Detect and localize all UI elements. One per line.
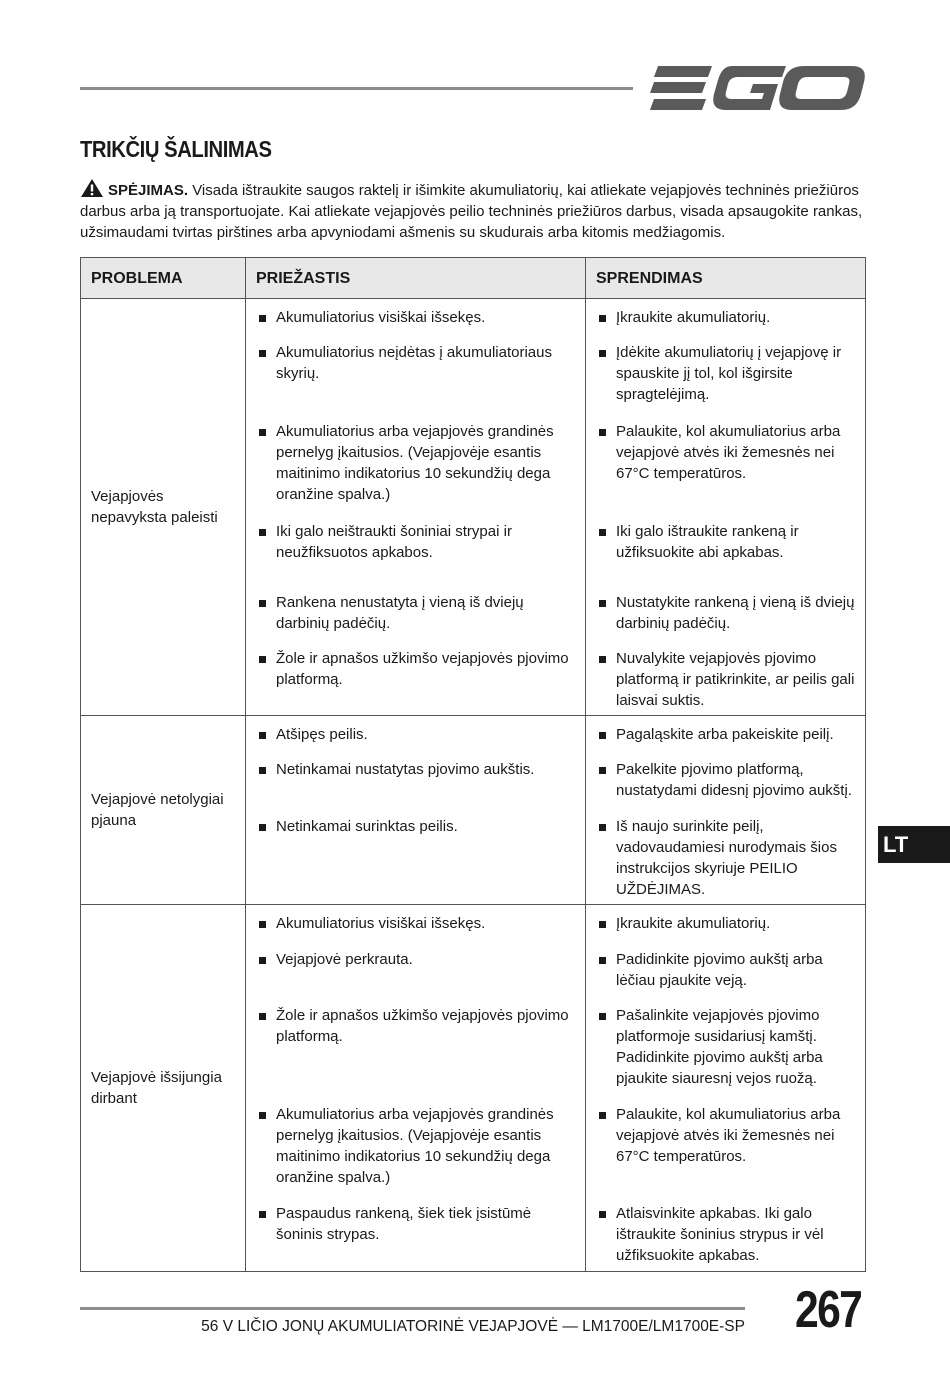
warning-paragraph xyxy=(80,178,870,243)
solution-item: Atlaisvinkite apkabas. Iki galo ištraukite šoninius strypus ir vėl užfiksuokite apkabas. xyxy=(596,1203,855,1267)
footer-rule xyxy=(80,1307,745,1310)
header-solution: SPRENDIMAS xyxy=(586,258,866,299)
cause-item: Akumuliatorius visiškai išsekęs. xyxy=(256,307,575,342)
cause-cell xyxy=(246,905,586,1272)
solution-item: Pašalinkite vejapjovės pjovimo platformoje susidariusį kamštį. Padidinkite pjovimo aukštį arba pjaukite siauresnį vejos ruožą. xyxy=(596,1005,855,1104)
cause-cell xyxy=(246,299,586,716)
cause-item: Akumuliatorius neįdėtas į akumuliatoriaus skyrių. xyxy=(256,342,575,421)
page-title: TRIKČIŲ ŠALINIMAS xyxy=(80,136,272,162)
cause-item: Paspaudus rankeną, šiek tiek įsistūmė šoninis strypas. xyxy=(256,1203,575,1267)
page-number: 267 xyxy=(795,1281,862,1339)
solution-item: Palaukite, kol akumuliatorius arba vejapjovė atvės iki žemesnės nei 67°C temperatūros. xyxy=(596,421,855,521)
footer-title: 56 V LIČIO JONŲ AKUMULIATORINĖ VEJAPJOVĖ — LM1700E/LM1700E-SP xyxy=(201,1318,745,1335)
problem-cell: Vejapjovės nepavyksta paleisti xyxy=(81,299,246,716)
warning-label: SPĖJIMAS. xyxy=(108,182,189,199)
solution-item: Nustatykite rankeną į vieną iš dviejų darbinių padėčių. xyxy=(596,592,855,648)
cause-item: Akumuliatorius arba vejapjovės grandinės pernelyg įkaitusios. (Vejapjovėje esantis maitinimo indikatorius 10 sekundžių dega oranžine spalva.) xyxy=(256,421,575,521)
table-row xyxy=(81,716,866,905)
cause-item: Iki galo neištraukti šoniniai strypai ir neužfiksuotos apkabos. xyxy=(256,521,575,592)
solution-item: Iki galo ištraukite rankeną ir užfiksuokite abi apkabas. xyxy=(596,521,855,592)
troubleshooting-table xyxy=(80,257,866,1272)
header-problem: PROBLEMA xyxy=(81,258,246,299)
solution-item: Įkraukite akumuliatorių. xyxy=(596,307,855,342)
solution-item: Įkraukite akumuliatorių. xyxy=(596,913,855,949)
cause-item: Akumuliatorius arba vejapjovės grandinės pernelyg įkaitusios. (Vejapjovėje esantis maitinimo indikatorius 10 sekundžių dega oranžine spalva.) xyxy=(256,1104,575,1203)
solution-item: Pagaląskite arba pakeiskite peilį. xyxy=(596,724,855,759)
header-rule xyxy=(80,87,633,90)
table-row xyxy=(81,905,866,1272)
header-cause: PRIEŽASTIS xyxy=(246,258,586,299)
cause-item: Vejapjovė perkrauta. xyxy=(256,949,575,1005)
cause-cell xyxy=(246,716,586,905)
solution-cell xyxy=(586,905,866,1272)
cause-item: Atšipęs peilis. xyxy=(256,724,575,759)
cause-item: Žole ir apnašos užkimšo vejapjovės pjovimo platformą. xyxy=(256,1005,575,1104)
solution-item: Pakelkite pjovimo platformą, nustatydami didesnį pjovimo aukštį. xyxy=(596,759,855,816)
cause-item: Netinkamai nustatytas pjovimo aukštis. xyxy=(256,759,575,816)
warning-icon xyxy=(80,178,104,198)
cause-item: Rankena nenustatyta į vieną iš dviejų darbinių padėčių. xyxy=(256,592,575,648)
solution-cell xyxy=(586,716,866,905)
problem-cell: Vejapjovė išsijungia dirbant xyxy=(81,905,246,1272)
cause-item: Žole ir apnašos užkimšo vejapjovės pjovimo platformą. xyxy=(256,648,575,711)
ego-logo xyxy=(650,62,865,114)
solution-item: Iš naujo surinkite peilį, vadovaudamiesi nurodymais šios instrukcijos skyriuje PEILIO UŽDĖJIMAS. xyxy=(596,816,855,900)
solution-item: Padidinkite pjovimo aukštį arba lėčiau pjaukite veją. xyxy=(596,949,855,1005)
language-tab: LT xyxy=(878,826,950,863)
warning-text: Visada ištraukite saugos raktelį ir išimkite akumuliatorių, kai atliekate vejapjovės techninės priežiūros darbus arba ją transportuojate. Kai atliekate vejapjovės peilio techninės priežiūros darbus, visada apsaugokite rankas, užsimaudami tvirtas pirštines arba apvyniodami ašmenis su skudurais arba kitomis medžiagomis. xyxy=(80,182,863,241)
solution-cell xyxy=(586,299,866,716)
solution-item: Įdėkite akumuliatorių į vejapjovę ir spauskite jį tol, kol išgirsite spragtelėjimą. xyxy=(596,342,855,421)
problem-cell: Vejapjovė netolygiai pjauna xyxy=(81,716,246,905)
cause-item: Netinkamai surinktas peilis. xyxy=(256,816,575,900)
cause-item: Akumuliatorius visiškai išsekęs. xyxy=(256,913,575,949)
solution-item: Palaukite, kol akumuliatorius arba vejapjovė atvės iki žemesnės nei 67°C temperatūros. xyxy=(596,1104,855,1203)
solution-item: Nuvalykite vejapjovės pjovimo platformą ir patikrinkite, ar peilis gali laisvai suktis. xyxy=(596,648,855,711)
table-row xyxy=(81,299,866,716)
table-header-row xyxy=(81,258,866,299)
